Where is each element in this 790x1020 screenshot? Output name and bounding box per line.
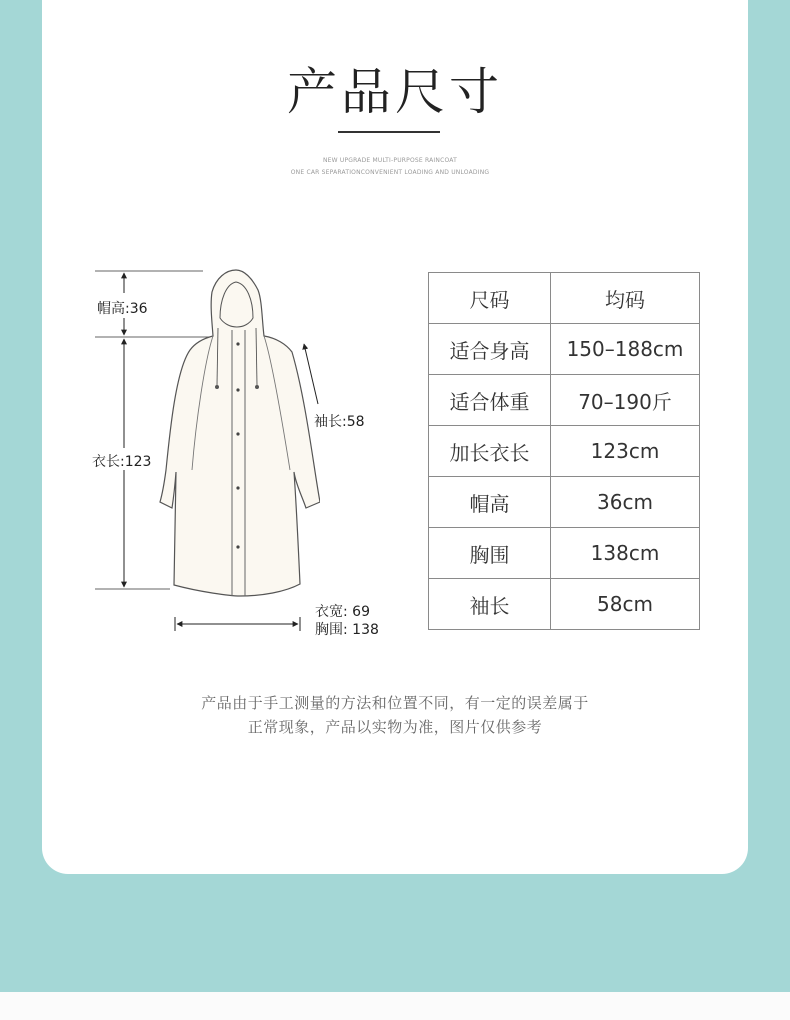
page-title: 产品尺寸: [287, 63, 503, 121]
table-cell: 70–190斤: [551, 375, 700, 426]
table-cell: 袖长: [429, 579, 551, 630]
width-label: 衣宽: 69: [315, 604, 370, 620]
table-row: [429, 426, 700, 477]
chest-label: 胸围: 138: [315, 622, 379, 638]
table-cell: 36cm: [551, 477, 700, 528]
sleeve-label: 袖长:58: [314, 414, 365, 430]
table-cell: 尺码: [429, 273, 551, 324]
bottom-strip: [0, 992, 790, 1020]
table-row: [429, 528, 700, 579]
table-cell: 加长衣长: [429, 426, 551, 477]
size-table: [428, 272, 700, 630]
table-row: [429, 477, 700, 528]
sleeve-arrow-top: [304, 344, 318, 404]
table-cell: 适合体重: [429, 375, 551, 426]
table-row: [429, 324, 700, 375]
table-row: [429, 375, 700, 426]
subtitle-line-1: NEW UPGRADE MULTI-PURPOSE RAINCOAT: [322, 157, 458, 164]
table-row: [429, 579, 700, 630]
table-cell: 150–188cm: [551, 324, 700, 375]
table-cell: 138cm: [551, 528, 700, 579]
table-header-row: [429, 273, 700, 324]
title-underline: [338, 131, 440, 133]
disclaimer-line-2: 正常现象，产品以实物为准，图片仅供参考: [247, 718, 543, 736]
table-cell: 胸围: [429, 528, 551, 579]
table-cell: 帽高: [429, 477, 551, 528]
table-cell: 适合身高: [429, 324, 551, 375]
subtitle-line-2: ONE CAR SEPARATIONCONVENIENT LOADING AND UNLOADING: [290, 169, 490, 176]
disclaimer-line-1: 产品由于手工测量的方法和位置不同，有一定的误差属于: [201, 694, 589, 712]
length-label: 衣长:123: [92, 454, 152, 470]
hood-height-label: 帽高:36: [97, 301, 148, 317]
table-cell: 均码: [551, 273, 700, 324]
table-cell: 58cm: [551, 579, 700, 630]
table-cell: 123cm: [551, 426, 700, 477]
